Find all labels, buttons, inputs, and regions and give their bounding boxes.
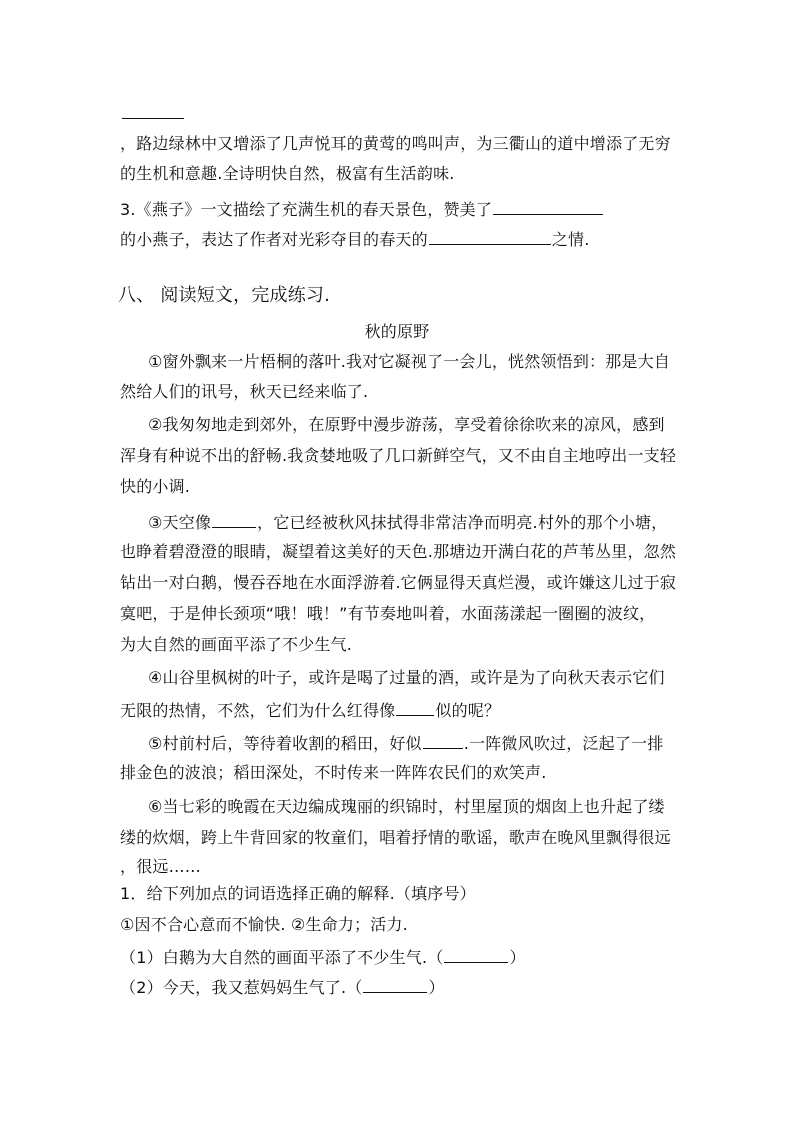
question-1-item-2 [120,976,445,998]
paragraph-5-line [148,732,663,754]
question-3-line-2 [120,228,590,250]
paragraph-text: ⑤村前村后，等待着收割的稻田，好似 [148,734,422,753]
question-text: ） [428,978,445,997]
answer-blank[interactable] [429,228,551,245]
answer-blank-line[interactable] [122,118,184,119]
paragraph-5-line: 排金色的波浪；稻田深处，不时传来一阵阵农民们的欢笑声. [120,763,547,782]
answer-blank[interactable] [396,699,434,716]
question-text: ） [509,948,526,967]
question-3-text: 之情. [551,230,590,249]
question-1-options: ①因不合心意而不愉快. ②生命力；活力. [120,915,408,934]
paragraph-text: ③天空像 [148,513,212,532]
answer-blank[interactable] [493,198,603,215]
section-heading: 八、 阅读短文，完成练习. [118,285,331,306]
paragraph-2-line: 快的小调. [120,477,191,496]
question-3-text: 3.《燕子》一文描绘了充满生机的春天景色，赞美了 [120,200,493,219]
question-3-text: 的小燕子，表达了作者对光彩夺目的春天的 [120,230,428,249]
paragraph-3-line: 为大自然的画面平添了不少生气. [120,635,353,654]
answer-blank[interactable] [423,732,463,749]
poem-analysis-line-1: ，路边绿林中又增添了几声悦耳的黄莺的鸣叫声，为三衢山的道中增添了无穷 [120,134,671,153]
paragraph-text: 似的呢？ [435,701,501,720]
paragraph-2-line: ②我匆匆地走到郊外，在原野中漫步游荡，享受着徐徐吹来的凉风，感到 [148,415,665,434]
answer-blank[interactable] [444,946,508,963]
question-text: （1）白鹅为大自然的画面平添了不少生气.（ [120,948,444,967]
paragraph-text: .一阵微风吹过，泛起了一排 [463,734,664,753]
paragraph-4-line: ④山谷里枫树的叶子，或许是喝了过量的酒，或许是为了向秋天表示它们 [148,668,665,687]
paragraph-3-line [148,511,667,533]
paragraph-6-line: ⑥当七彩的晚霞在天边编成瑰丽的织锦时，村里屋顶的烟囱上也升起了缕 [148,797,665,816]
question-text: （2）今天，我又惹妈妈生气了.（ [120,978,363,997]
poem-analysis-line-2: 的生机和意趣.全诗明快自然，极富有生活韵味. [120,164,455,183]
answer-blank[interactable] [212,511,256,528]
question-3-line-1 [120,198,604,220]
paragraph-6-line: 缕的炊烟，跨上牛背回家的牧童们，唱着抒情的歌谣，歌声在晚风里飘得很远 [120,828,671,847]
paragraph-4-line [120,699,500,721]
answer-blank[interactable] [363,976,427,993]
paragraph-2-line: 浑身有种说不出的舒畅.我贪婪地吸了几口新鲜空气，又不由自主地哼出一支轻 [120,446,677,465]
paragraph-text: 无限的热情，不然，它们为什么红得像 [120,701,396,720]
paragraph-3-line: 钻出一对白鹅，慢吞吞地在水面浮游着.它俩显得天真烂漫，或许嫌这儿过于寂 [120,573,677,592]
paragraph-1-line: ①窗外飘来一片梧桐的落叶.我对它凝视了一会儿，恍然领悟到：那是大自 [148,352,671,371]
paragraph-text: ，它已经被秋风抹拭得非常洁净而明亮.村外的那个小塘， [257,513,668,532]
question-1-item-1 [120,946,526,968]
question-1-prompt: 1．给下列加点的词语选择正确的解释.（填序号） [120,884,476,903]
paragraph-3-line: 也睁着碧澄澄的眼睛，凝望着这美好的天色.那塘边开满白花的芦苇丛里，忽然 [120,542,677,561]
paragraph-1-line: 然给人们的讯号，秋天已经来临了. [120,382,369,401]
passage-title: 秋的原野 [364,322,430,341]
paragraph-3-line: 寞吧，于是伸长颈项“哦！哦！”有节奏地叫着，水面荡漾起一圈圈的波纹， [120,604,656,623]
paragraph-6-line: ，很远…… [120,857,202,876]
